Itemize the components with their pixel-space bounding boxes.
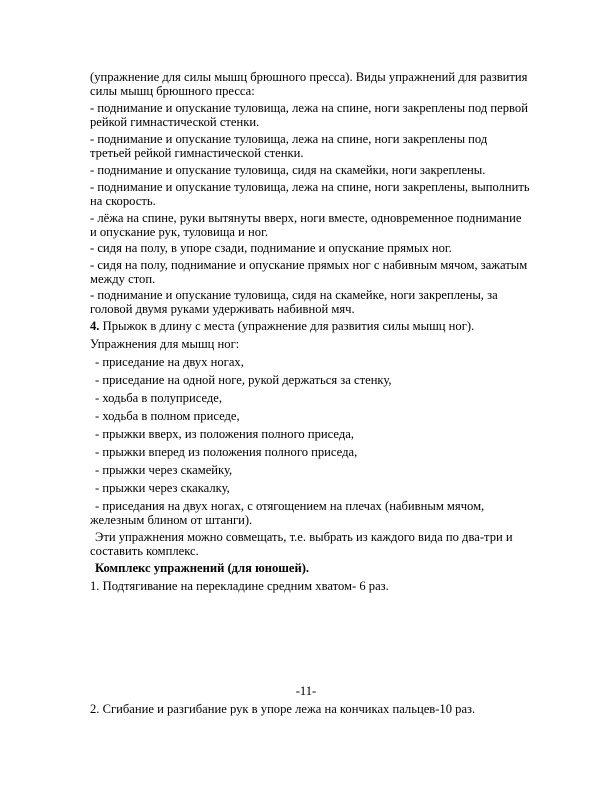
exercise-item: - поднимание и опускание туловища, лежа на спине, ноги закреплены под третьей рейкой гимнастической стенки. (90, 132, 488, 160)
complex-item: 2. Сгибание и разгибание рук в упоре лежа на кончиках пальцев-10 раз. (90, 702, 476, 716)
exercise-item: - поднимание и опускание туловища, лежа на спине, ноги закреплены, выполнить на скорость. (90, 180, 530, 208)
legs-heading: Упражнения для мышц ног: (90, 337, 240, 351)
exercise-item: - лёжа на спине, руки вытянуты вверх, ноги вместе, одновременное поднимание и опускание рук, туловища и ног. (90, 211, 522, 239)
page-number: -11- (295, 684, 317, 698)
exercise-item: - поднимание и опускание туловища, лежа на спине, ноги закреплены под первой рейкой гимнастической стенки. (90, 101, 528, 129)
exercise-item: - сидя на полу, в упоре сзади, поднимание и опускание прямых ног. (90, 241, 452, 255)
legs-item: - прыжки вверх, из положения полного приседа, (95, 427, 354, 441)
item-4-number: 4. (90, 319, 100, 333)
exercise-item: - поднимание и опускание туловища, сидя на скамейке, ноги закреплены, за головой двумя руками удерживать набивной мяч. (90, 288, 498, 316)
legs-item: - приседание на одной ноге, рукой держаться за стенку, (95, 373, 392, 387)
complex-heading: Комплекс упражнений (для юношей). (95, 561, 310, 575)
exercise-item: - поднимание и опускание туловища, сидя на скамейки, ноги закреплены. (90, 163, 486, 177)
combine-paragraph: Эти упражнения можно совмещать, т.е. выбрать из каждого вида по два-три и составить комплекс. (90, 530, 513, 558)
legs-item: - приседание на двух ногах, (95, 355, 244, 369)
legs-item: - ходьба в полном приседе, (95, 409, 240, 423)
legs-item: - прыжки вперед из положения полного приседа, (95, 445, 358, 459)
legs-item: - прыжки через скакалку, (95, 481, 230, 495)
complex-item: 1. Подтягивание на перекладине средним хватом- 6 раз. (90, 579, 389, 593)
legs-item: - ходьба в полуприседе, (95, 391, 223, 405)
intro-paragraph: (упражнение для силы мышц брюшного пресса). Виды упражнений для развития силы мышц брюшного пресса: (90, 70, 528, 98)
item-4-paragraph (90, 319, 530, 333)
item-4-text: Прыжок в длину с места (упражнение для развития силы мышц ног). (99, 319, 475, 333)
legs-item: - прыжки через скамейку, (95, 463, 233, 477)
exercise-item: - сидя на полу, поднимание и опускание прямых ног с набивным мячом, зажатым между стоп. (90, 258, 528, 286)
legs-item: - приседания на двух ногах, с отягощением на плечах (набивным мячом, железным блином от штанги). (90, 499, 485, 527)
